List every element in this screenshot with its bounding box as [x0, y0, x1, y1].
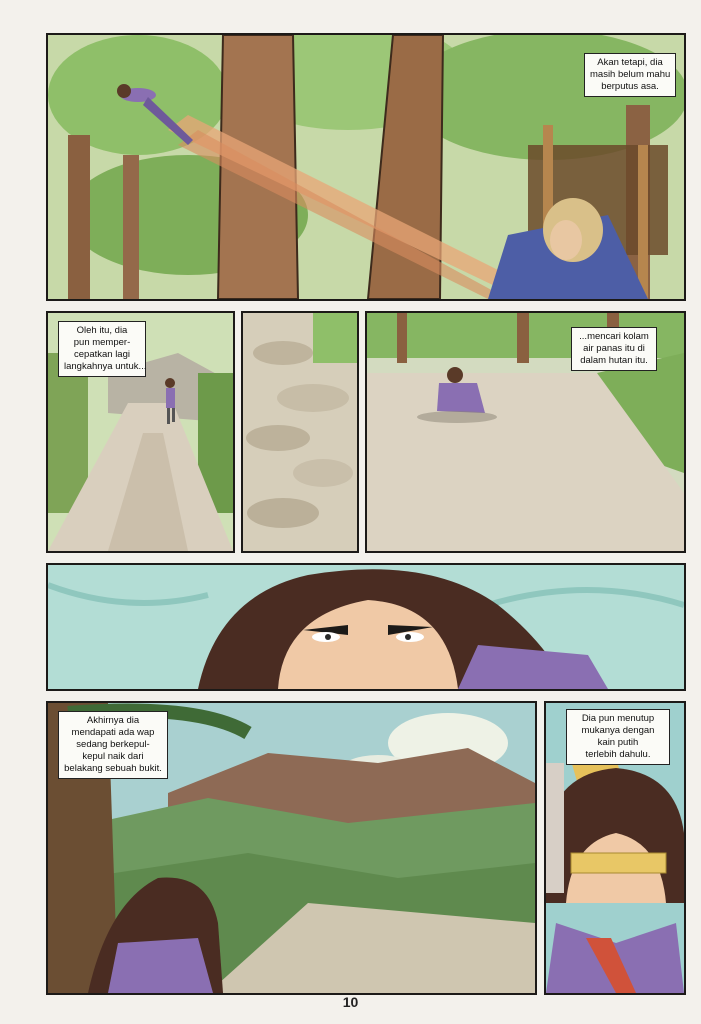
panel-forest-leap [46, 33, 686, 301]
caption-mountain-steam: Akhirnya dia mendapati ada wap sedang berkepul- kepul naik dari belakang sebuah bukit. [58, 711, 168, 779]
closeup-face-art [48, 565, 684, 689]
panel-blindfold [544, 701, 686, 995]
panel-closeup-face [46, 563, 686, 691]
caption-dirt-road: Oleh itu, dia pun memper- cepatkan lagi langkahnya untuk... [58, 321, 146, 377]
panel-mountain-steam [46, 701, 537, 995]
page-number: 10 [342, 994, 359, 1010]
panel-landing-road [365, 311, 686, 553]
caption-landing-road: ...mencari kolam air panas itu di dalam hutan itu. [571, 327, 657, 371]
caption-blindfold: Dia pun menutup mukanya dengan kain putih terlebih dahulu. [566, 709, 670, 765]
panel-rocky-path [241, 311, 359, 553]
rocky-path-art [243, 313, 357, 551]
caption-forest-leap: Akan tetapi, dia masih belum mahu berputus asa. [584, 53, 676, 97]
panel-dirt-road-run [46, 311, 235, 553]
